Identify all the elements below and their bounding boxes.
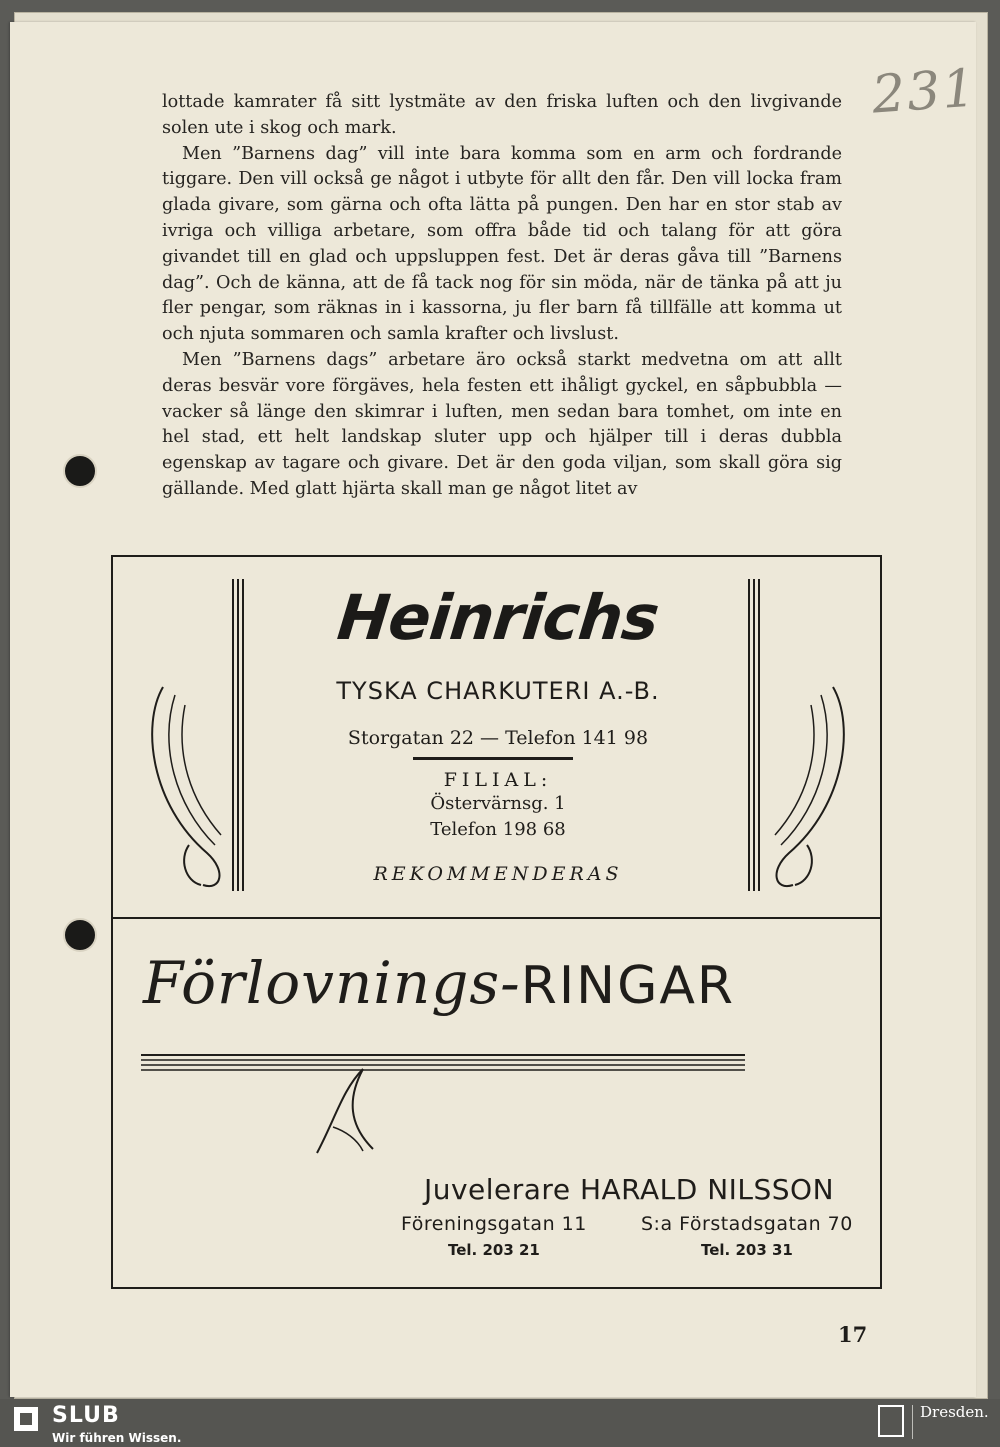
- right-street: S:a Förstadsgatan 70: [641, 1213, 853, 1235]
- jeweler-address-left: [401, 1213, 587, 1259]
- heinrichs-rule: [413, 757, 573, 760]
- slub-tagline: Wir führen Wissen.: [52, 1431, 182, 1445]
- heinrichs-tagline: REKOMMENDERAS: [373, 863, 623, 885]
- viewer-footer: [0, 1399, 1000, 1447]
- heinrichs-logo: Heinrichs: [334, 581, 662, 654]
- binder-hole-top: [63, 454, 97, 488]
- ringar-decorative-lines: [141, 1053, 745, 1073]
- slub-brand: SLUB: [52, 1403, 120, 1428]
- paragraph-2: Men ”Barnens dag” vill inte bara komma som en arm och fordrande tiggare. Den vill också ge något i utbyte för allt den får. Den vill locka fram glada givare, som gärna och ofta lätta på pungen. Den har en stor stab av ivriga och villiga arbetare, som offra både tid och talang för att göra givandet till en glad och uppsluppen fest. Det är deras gåva till ”Barnens dag”. Och de känna, att de få tack nog för sin möda, när de tänka på att ju fler pengar, som räknas in i kassorna, ju fler barn få tillfälle att komma ut och njuta sommaren och samla krafter och livslust.: [162, 143, 842, 345]
- branch-phone: Telefon 198 68: [430, 819, 566, 840]
- paragraph-3: Men ”Barnens dags” arbetare äro också starkt medvetna om att allt deras besvär vore förgäves, hela festen ett ihåligt gyckel, en såpbubbla — vacker så länge den skimrar i luften, men sedan bara tomhet, om inte en hel stad, ett helt landskap sluter upp och hjälper till i deras dubbla egenskap av tagare och givare. Det är den goda viljan, som skall göra sig gällande. Med glatt hjärta skall man ge något litet av: [162, 349, 842, 499]
- article-text: [162, 90, 842, 503]
- jeweler-address-right: [641, 1213, 853, 1259]
- right-vertical-lines: [747, 579, 763, 891]
- advertisement-box: [111, 555, 882, 1289]
- slub-logo-icon: [14, 1407, 38, 1431]
- paragraph-1: lottade kamrater få sitt lystmäte av den friska luften och den livgivande solen ute i skog och mark.: [162, 92, 842, 138]
- binder-hole-bottom: [63, 918, 97, 952]
- ringar-title-caps: RINGAR: [520, 956, 736, 1016]
- jeweler-name: Juvelerare HARALD NILSSON: [423, 1173, 835, 1206]
- right-flourish-ornament: [765, 685, 855, 891]
- right-phone: Tel. 203 31: [700, 1241, 793, 1259]
- ad-divider: [113, 917, 880, 919]
- dresden-brand: Dresden.: [920, 1403, 989, 1421]
- pencil-page-number: 231: [870, 58, 980, 126]
- page-number: 17: [838, 1322, 868, 1347]
- heinrichs-branch: [353, 769, 643, 843]
- left-vertical-lines: [231, 579, 247, 891]
- ringar-title: [143, 949, 843, 1017]
- footer-separator: [912, 1405, 913, 1439]
- ringar-title-script: Förlovnings-: [143, 949, 521, 1017]
- dresden-crest-icon: [878, 1405, 904, 1437]
- heinrichs-subtitle: TYSKA CHARKUTERI A.-B.: [336, 677, 660, 705]
- branch-street: Östervärnsg. 1: [430, 793, 566, 814]
- left-street: Föreningsgatan 11: [401, 1213, 587, 1235]
- branch-label: FILIAL:: [443, 769, 553, 791]
- ringar-flourish: [313, 1069, 383, 1153]
- left-flourish-ornament: [141, 685, 231, 891]
- heinrichs-address: Storgatan 22 — Telefon 141 98: [347, 727, 649, 749]
- left-phone: Tel. 203 21: [447, 1241, 540, 1259]
